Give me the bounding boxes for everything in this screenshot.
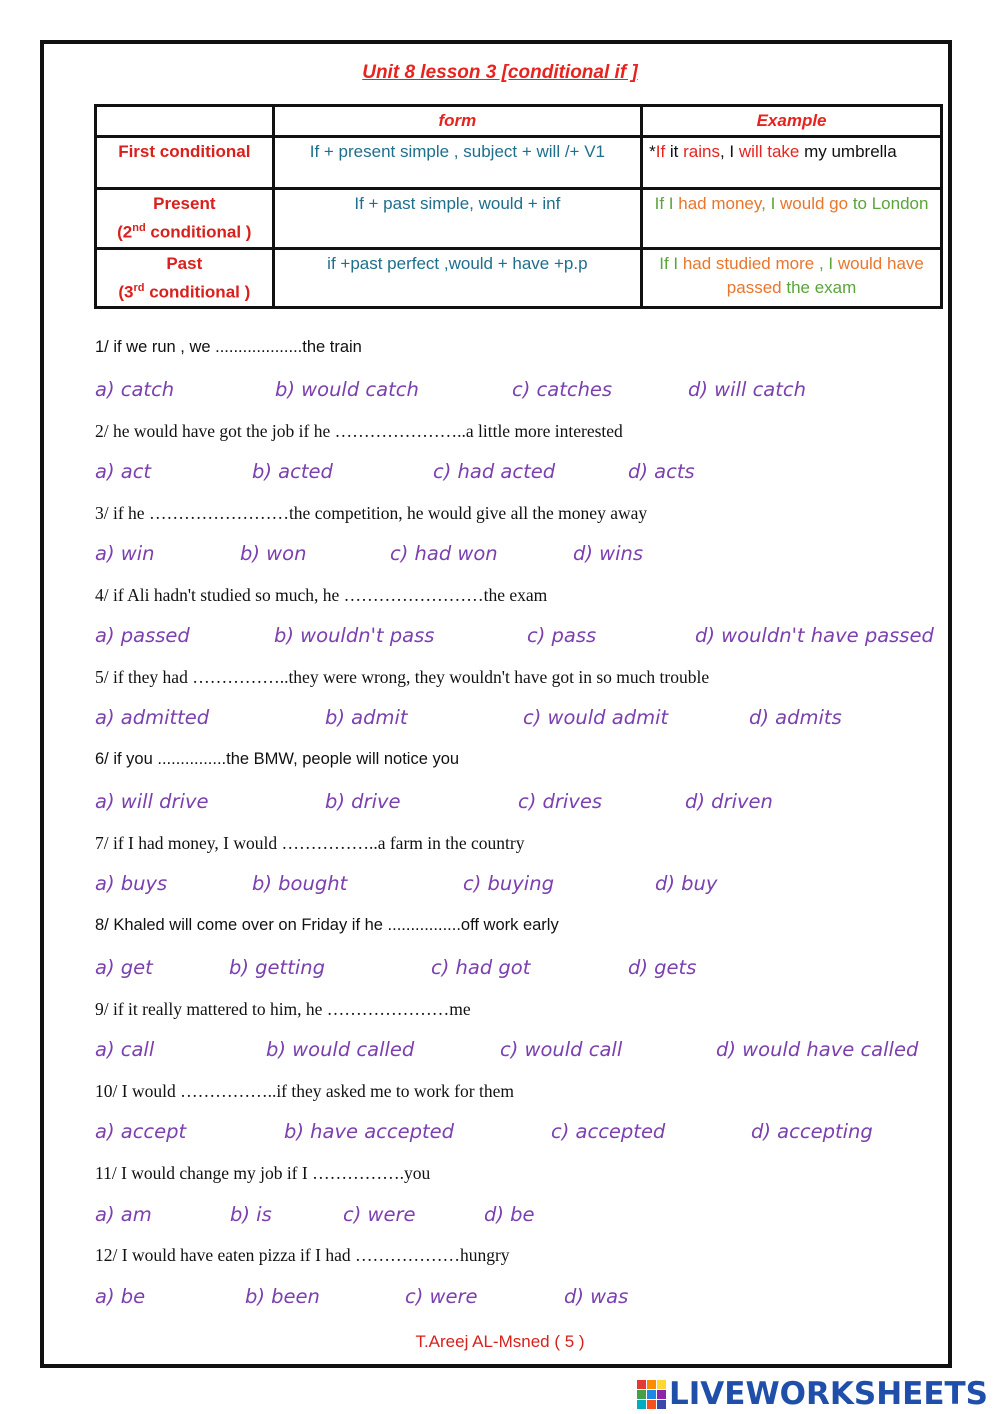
- q3-option-c[interactable]: c) had won: [390, 542, 498, 565]
- q8-option-d[interactable]: d) gets: [628, 956, 697, 979]
- q12-option-a[interactable]: a) be: [95, 1285, 146, 1308]
- q3-option-d[interactable]: d) wins: [573, 542, 644, 565]
- q4-option-b[interactable]: b) wouldn't pass: [274, 624, 435, 647]
- header-blank: [96, 106, 274, 137]
- example-segment: If I: [659, 253, 683, 273]
- example-segment: If I: [654, 194, 679, 213]
- q1-option-a[interactable]: a) catch: [95, 378, 175, 401]
- example-segment: had money: [678, 194, 762, 213]
- q1-option-c[interactable]: c) catches: [512, 378, 613, 401]
- q7-option-a[interactable]: a) buys: [95, 872, 168, 895]
- logo-square: [637, 1390, 646, 1399]
- row-label-suffix: conditional ): [144, 282, 251, 302]
- q8-option-b[interactable]: b) getting: [229, 956, 326, 979]
- question-2: 2/ he would have got the job if he …………………..a little more interested: [95, 421, 623, 441]
- q4-option-d[interactable]: d) wouldn't have passed: [695, 624, 934, 647]
- q7-option-d[interactable]: d) buy: [655, 872, 718, 895]
- q6-option-c[interactable]: c) drives: [518, 790, 603, 813]
- example-segment: my umbrella: [799, 142, 897, 161]
- question-6: 6/ if you ...............the BMW, people will notice you: [95, 750, 460, 768]
- row-label-text: Present: [153, 194, 216, 213]
- table-header-row: [96, 106, 942, 137]
- q10-option-c[interactable]: c) accepted: [551, 1120, 666, 1143]
- logo-square: [657, 1380, 666, 1389]
- logo-square: [657, 1390, 666, 1399]
- example-segment: , I: [761, 194, 781, 213]
- row-label-prefix: (3: [118, 282, 134, 302]
- q7-option-c[interactable]: c) buying: [463, 872, 554, 895]
- form-cell: If + present simple , subject + will /+ V1: [273, 137, 641, 189]
- q10-option-b[interactable]: b) have accepted: [284, 1120, 455, 1143]
- row-label-text: Past: [166, 253, 203, 273]
- question-1: 1/ if we run , we ...................the train: [95, 338, 362, 356]
- q3-option-b[interactable]: b) won: [240, 542, 307, 565]
- liveworksheets-brand[interactable]: [637, 1376, 988, 1412]
- logo-square: [647, 1400, 656, 1409]
- example-segment: had studied more: [682, 253, 815, 273]
- q11-option-d[interactable]: d) be: [484, 1203, 535, 1226]
- q9-option-a[interactable]: a) call: [95, 1038, 155, 1061]
- q10-option-a[interactable]: a) accept: [95, 1120, 187, 1143]
- q12-option-d[interactable]: d) was: [564, 1285, 629, 1308]
- q12-option-b[interactable]: b) been: [245, 1285, 320, 1308]
- q1-option-d[interactable]: d) will catch: [688, 378, 806, 401]
- q8-option-c[interactable]: c) had got: [431, 956, 531, 979]
- example-segment: , I: [814, 253, 838, 273]
- q11-option-b[interactable]: b) is: [230, 1203, 272, 1226]
- question-11: 11/ I would change my job if I …………….you: [95, 1163, 431, 1183]
- q8-option-a[interactable]: a) get: [95, 956, 153, 979]
- q6-option-a[interactable]: a) will drive: [95, 790, 209, 813]
- example-cell: [642, 137, 942, 189]
- logo-square: [657, 1400, 666, 1409]
- row-label: [96, 137, 274, 189]
- q11-option-c[interactable]: c) were: [343, 1203, 416, 1226]
- logo-square: [637, 1400, 646, 1409]
- q2-option-b[interactable]: b) acted: [252, 460, 333, 483]
- row-label-text: First conditional: [118, 142, 251, 161]
- row-label-sup: nd: [132, 222, 146, 234]
- table-row-first-conditional: [96, 137, 942, 189]
- form-cell: If + past simple, would + inf: [273, 189, 641, 249]
- conditional-table: [94, 104, 943, 309]
- example-cell: [642, 248, 942, 308]
- q3-option-a[interactable]: a) win: [95, 542, 155, 565]
- q7-option-b[interactable]: b) bought: [252, 872, 348, 895]
- q9-option-c[interactable]: c) would call: [500, 1038, 623, 1061]
- question-10: 10/ I would ……………..if they asked me to work for them: [95, 1081, 514, 1101]
- q9-option-d[interactable]: d) would have called: [716, 1038, 919, 1061]
- example-segment: the exam: [781, 277, 857, 297]
- header-example: Example: [642, 106, 942, 137]
- q10-option-d[interactable]: d) accepting: [751, 1120, 873, 1143]
- question-12: 12/ I would have eaten pizza if I had ………………hungry: [95, 1245, 510, 1265]
- page-title: Unit 8 lesson 3 [conditional if ]: [362, 62, 638, 83]
- example-segment: would go: [780, 194, 849, 213]
- example-segment: will take: [738, 142, 800, 161]
- row-label: [96, 248, 274, 308]
- q5-option-c[interactable]: c) would admit: [523, 706, 669, 729]
- question-4: 4/ if Ali hadn't studied so much, he ……………………the exam: [95, 585, 548, 605]
- table-row-second-conditional: [96, 189, 942, 249]
- q4-option-c[interactable]: c) pass: [527, 624, 597, 647]
- liveworksheets-logo-icon: [637, 1380, 666, 1409]
- q4-option-a[interactable]: a) passed: [95, 624, 190, 647]
- q2-option-a[interactable]: a) act: [95, 460, 152, 483]
- q5-option-b[interactable]: b) admit: [325, 706, 408, 729]
- example-segment: rains: [683, 142, 720, 161]
- question-9: 9/ if it really mattered to him, he …………………me: [95, 999, 471, 1019]
- q5-option-a[interactable]: a) admitted: [95, 706, 210, 729]
- table-row-third-conditional: [96, 248, 942, 308]
- brand-name: LIVEWORKSHEETS: [669, 1376, 988, 1412]
- logo-square: [637, 1380, 646, 1389]
- author-footer: T.Areej AL-Msned ( 5 ): [415, 1332, 585, 1351]
- q11-option-a[interactable]: a) am: [95, 1203, 152, 1226]
- example-segment: to London: [848, 194, 929, 213]
- row-label-sup: rd: [133, 281, 145, 294]
- example-segment: , I: [719, 142, 739, 161]
- example-segment: If: [655, 142, 666, 161]
- question-8: 8/ Khaled will come over on Friday if he ................off work early: [95, 916, 559, 934]
- logo-square: [647, 1380, 656, 1389]
- row-label-suffix: conditional ): [145, 222, 252, 242]
- example-segment: *: [649, 142, 656, 161]
- q6-option-b[interactable]: b) drive: [325, 790, 401, 813]
- logo-square: [647, 1390, 656, 1399]
- q9-option-b[interactable]: b) would called: [266, 1038, 415, 1061]
- q12-option-c[interactable]: c) were: [405, 1285, 478, 1308]
- q1-option-b[interactable]: b) would catch: [275, 378, 419, 401]
- example-segment: it: [665, 142, 684, 161]
- question-3: 3/ if he ……………………the competition, he would give all the money away: [95, 503, 648, 523]
- question-7: 7/ if I had money, I would ……………..a farm in the country: [95, 833, 525, 853]
- q6-option-d[interactable]: d) driven: [685, 790, 773, 813]
- header-form: form: [273, 106, 641, 137]
- question-5: 5/ if they had ……………..they were wrong, they wouldn't have got in so much trouble: [95, 667, 710, 687]
- form-cell: if +past perfect ,would + have +p.p: [273, 248, 641, 308]
- q2-option-c[interactable]: c) had acted: [433, 460, 556, 483]
- q5-option-d[interactable]: d) admits: [749, 706, 842, 729]
- example-segment: would have passed: [726, 253, 924, 297]
- q2-option-d[interactable]: d) acts: [628, 460, 695, 483]
- row-label-prefix: (2: [117, 222, 133, 242]
- example-cell: [642, 189, 942, 249]
- row-label: [96, 189, 274, 249]
